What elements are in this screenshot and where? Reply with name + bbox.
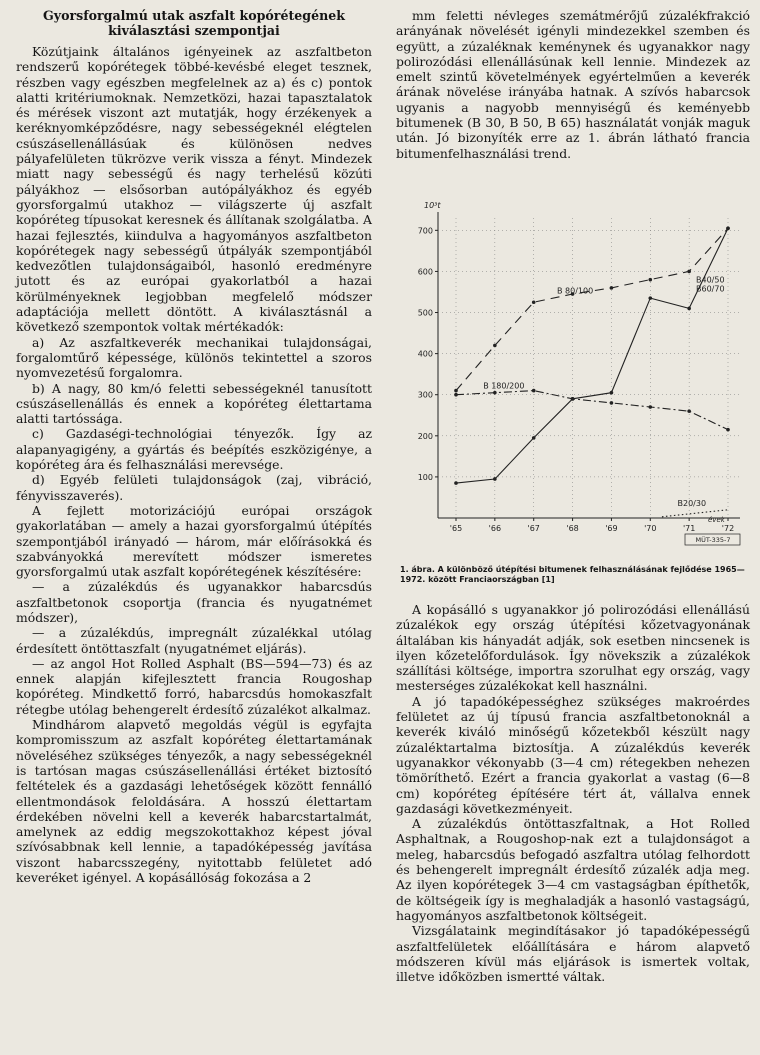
right-paragraph-3: A zúzalékdús öntöttaszfaltnak, a Hot Rolled Asphaltnak, a Rougoshop-nak ezt a tulajdonságot a meleg, habarcsdús befogadó aszfaltra utólag felhordott és behengerelt impregnált érdesítő zúzalék adja meg. Az ilyen kopórétegek 3—4 cm vastagságban építhetők, de költségeik így is meghaladják a hasonló vastagságú, hagyományos aszfaltbetonok költségeit. — [396, 816, 750, 923]
y-tick-label: 100 — [417, 472, 433, 482]
criterion-c: c) Gazdaségi-technológiai tényezők. Így az alapanyagigény, a gyártás és beépítés eszközigénye, a kopóréteg ára és felhasználási merevsége. — [16, 426, 372, 473]
right-paragraph-2: A jó tapadóképességhez szükséges makroérdes felületet az új típusú francia aszfaltbetonoknál a keverék kiváló minőségű kőzetekből készült nagy zúzaléktartalma biztosítja. A zúzalékdús keverék ugyanakkor vékonyabb (3—4 cm) rétegekben nehezen tömöríthető. Ezért a francia gyakorlat a vastag (6—8 cm) kopóréteg építésére tért át, vállalva ennek gazdasági következményeit. — [396, 693, 750, 816]
criterion-b: b) A nagy, 80 km/ó feletti sebességeknél tanusított csúszásellenállás és ennek a kopóréteg élettartama alatti tartóssága. — [16, 380, 372, 427]
y-tick-label: 400 — [417, 349, 433, 359]
method-3: — az angol Hot Rolled Asphalt (BS—594—73) és az ennek alapján kifejlesztett francia Rougoshap kopóréteg. Mindkettő forró, habarcsdús homokaszfalt rétegbe utólag behengerelt érdesítő zúzalékot alkalmaz. — [16, 655, 372, 717]
data-point — [648, 405, 652, 409]
y-axis-label: 10³t — [424, 201, 441, 210]
data-point — [726, 428, 730, 432]
x-tick-label: '72 — [721, 524, 735, 533]
x-tick-label: '69 — [605, 524, 618, 533]
chart-axes — [435, 212, 740, 521]
right-top-paragraph: mm feletti névleges szemátmérőjű zúzalékfrakció arányának növelését igényli mindezekkel szemben és együtt, a zúzaléknak keménynek és ugyanakkor nagy polirozódási ellenállásúnak kell lennie. Mindezek az emelt szintű követelmények egyértelműen a keverék árának növelése irányába hatnak. A szívós habarcsok ugyanis a nagyobb mennyiségű és keményebb bitumenek (B 30, B 50, B 65) használatát vonják maguk után. Jó bizonyíték erre az 1. ábrán látható francia bitumenfelhasználási trend. — [396, 8, 750, 161]
chart-labels — [418, 201, 740, 545]
method-1: — a zúzalékdús és ugyanakkor habarcsdús aszfaltbetonok csoportja (francia és nyugatnémet módszer), — [16, 579, 372, 625]
compromise-paragraph: Mindhárom alapvető megoldás végül is egyfajta kompromisszum az aszfalt kopóréteg élettartamának növeléséhez szükséges tényezők, a nagy sebességeknél is tartósan magas csúszásellenállási értéket biztosító feltételek és a gazdasági lehetőségek között fennálló ellentmondások feloldására. A hosszú élettartam érdekében növelni kell a keverék habarcstartalmát, amelynek az eddig megszokottakhoz képest jóval szívósabbnak kell lennie, a tapadóképesség javítása viszont habarcsszegény, nyitottabb felületet adó keveréket igényel. A kopásállóság fokozása a 2 — [16, 717, 372, 886]
y-tick-label: 300 — [417, 390, 433, 400]
right-column-top — [396, 8, 750, 161]
figure-caption: 1. ábra. A különböző útépítési bitumenek felhasználásának fejlődése 1965—1972. között Franciaországban [1] — [400, 565, 745, 584]
figure-code: MÜT-335-7 — [695, 536, 731, 544]
series-label: B40/50 — [696, 275, 725, 285]
data-point — [571, 397, 575, 401]
left-column — [16, 8, 372, 885]
right-paragraph-1: A kopásálló s ugyanakkor jó polirozódási ellenállású zúzalékok egy ország útépítési kőzetvagyonának általában kis hányadát adják, sok esetben nincsenek is ilyen kőzetelőfordulások. Így növekszik a zúzalékok szállítási költsége, importra szorulhat egy ország, vagy mesterséges zúzalékokat kell használni. — [396, 602, 750, 694]
right-paragraph-4: Vizsgálataink megindításakor jó tapadóképességű aszfaltfelületek előállítására e három alapvető módszeren kívül más eljárások is ismertek voltak, illetve időközben ismertté váltak. — [396, 923, 750, 985]
data-point — [610, 401, 614, 405]
x-tick-label: '70 — [644, 524, 657, 533]
series-line — [456, 228, 728, 483]
bitumen-usage-chart — [400, 188, 750, 588]
data-point — [493, 344, 497, 348]
y-tick-label: 200 — [417, 431, 433, 441]
data-point — [454, 393, 458, 397]
x-tick-label: '67 — [527, 524, 540, 533]
criterion-d: d) Egyéb felületi tulajdonságok (zaj, vibráció, fényvisszaverés). — [16, 472, 372, 503]
data-point — [493, 477, 497, 481]
data-point — [687, 270, 691, 274]
chart-grid — [438, 218, 740, 518]
data-point — [687, 307, 691, 311]
method-2: — a zúzalékdús, impregnált zúzalékkal utólag érdesített öntöttaszfalt (nyugatnémet eljárás). — [16, 625, 372, 656]
series-line — [456, 391, 728, 430]
chart-series — [454, 226, 730, 516]
methods-intro: A fejlett motorizációjú európai országok gyakorlatában — amely a hazai gyorsforgalmú útépítés szempontjából irányadó — három, már előírásokká és szabványokká merevített módszer ismeretes gyorsforgalmú utak aszfalt kopórétegének készítésére: — [16, 502, 372, 580]
y-tick-label: 500 — [417, 308, 433, 318]
x-tick-label: '71 — [682, 524, 696, 533]
x-tick-label: '65 — [449, 524, 463, 533]
intro-paragraph: Közútjaink általános igényeinek az aszfaltbeton rendszerű kopórétegek többé-kevésbé eleget tesznek, részben vagy egészben megfelelnek az a) és c) pontok alatti kritériumoknak. Nemzetközi, hazai tapasztalatok és mérések viszont azt mutatják, hogy érzékenyek a keréknyomképződésre, nagy sebességeknél elégtelen csúszásellenállásúak és különösen nedves pályafelületen tükrözve verik vissza a fényt. Mindezek miatt nagy sebességű és nagy terhelésű közúti pályákhoz — elsősorban autópályákhoz és egyéb gyorsforgalmú utakhoz — világszerte új aszfalt kopóréteg típusokat keresnek és állítanak szolgálatba. A hazai fejlesztés, kiindulva a hagyományos aszfaltbeton kopórétegek nagy sebességű útpályák szempontjából kedvezőtlen tulajdonságaiból, hasonló eredményre jutott és az európai gyakorlatból a hazai körülményeknek legjobban megfelelő módszer adaptációja mellett döntött. A kiválasztásnál a következő szempontok voltak mértékadók: — [16, 44, 372, 335]
data-point — [648, 296, 652, 300]
x-tick-label: '68 — [566, 524, 579, 533]
series-label: B20/30 — [677, 499, 707, 508]
data-point — [610, 286, 614, 290]
data-point — [532, 389, 536, 393]
criterion-a: a) Az aszfaltkeverék mechanikai tulajdonságai, forgalomtűrő képessége, különös tekintettel a szoros nyomvezetésű forgalomra. — [16, 334, 372, 381]
data-point — [610, 391, 614, 395]
y-tick-label: 700 — [417, 226, 433, 236]
title-line-2: kiválasztási szempontjai — [108, 23, 280, 38]
data-point — [726, 226, 730, 230]
data-point — [687, 409, 691, 413]
x-tick-label: '66 — [488, 524, 502, 533]
right-column-bottom — [396, 602, 750, 984]
y-tick-label: 600 — [417, 267, 433, 277]
article-title — [16, 8, 372, 38]
series-label: B 80/100 — [557, 286, 594, 296]
data-point — [532, 436, 536, 440]
data-point — [532, 300, 536, 304]
data-point — [648, 278, 652, 282]
x-axis-label: évek — [708, 516, 725, 524]
data-point — [493, 391, 497, 395]
title-line-1: Gyorsforgalmú utak aszfalt kopórétegének — [43, 8, 345, 23]
data-point — [454, 389, 458, 393]
series-label: B 180/200 — [483, 381, 525, 391]
series-label: B60/70 — [696, 284, 725, 294]
series-line — [456, 228, 728, 390]
data-point — [454, 481, 458, 485]
